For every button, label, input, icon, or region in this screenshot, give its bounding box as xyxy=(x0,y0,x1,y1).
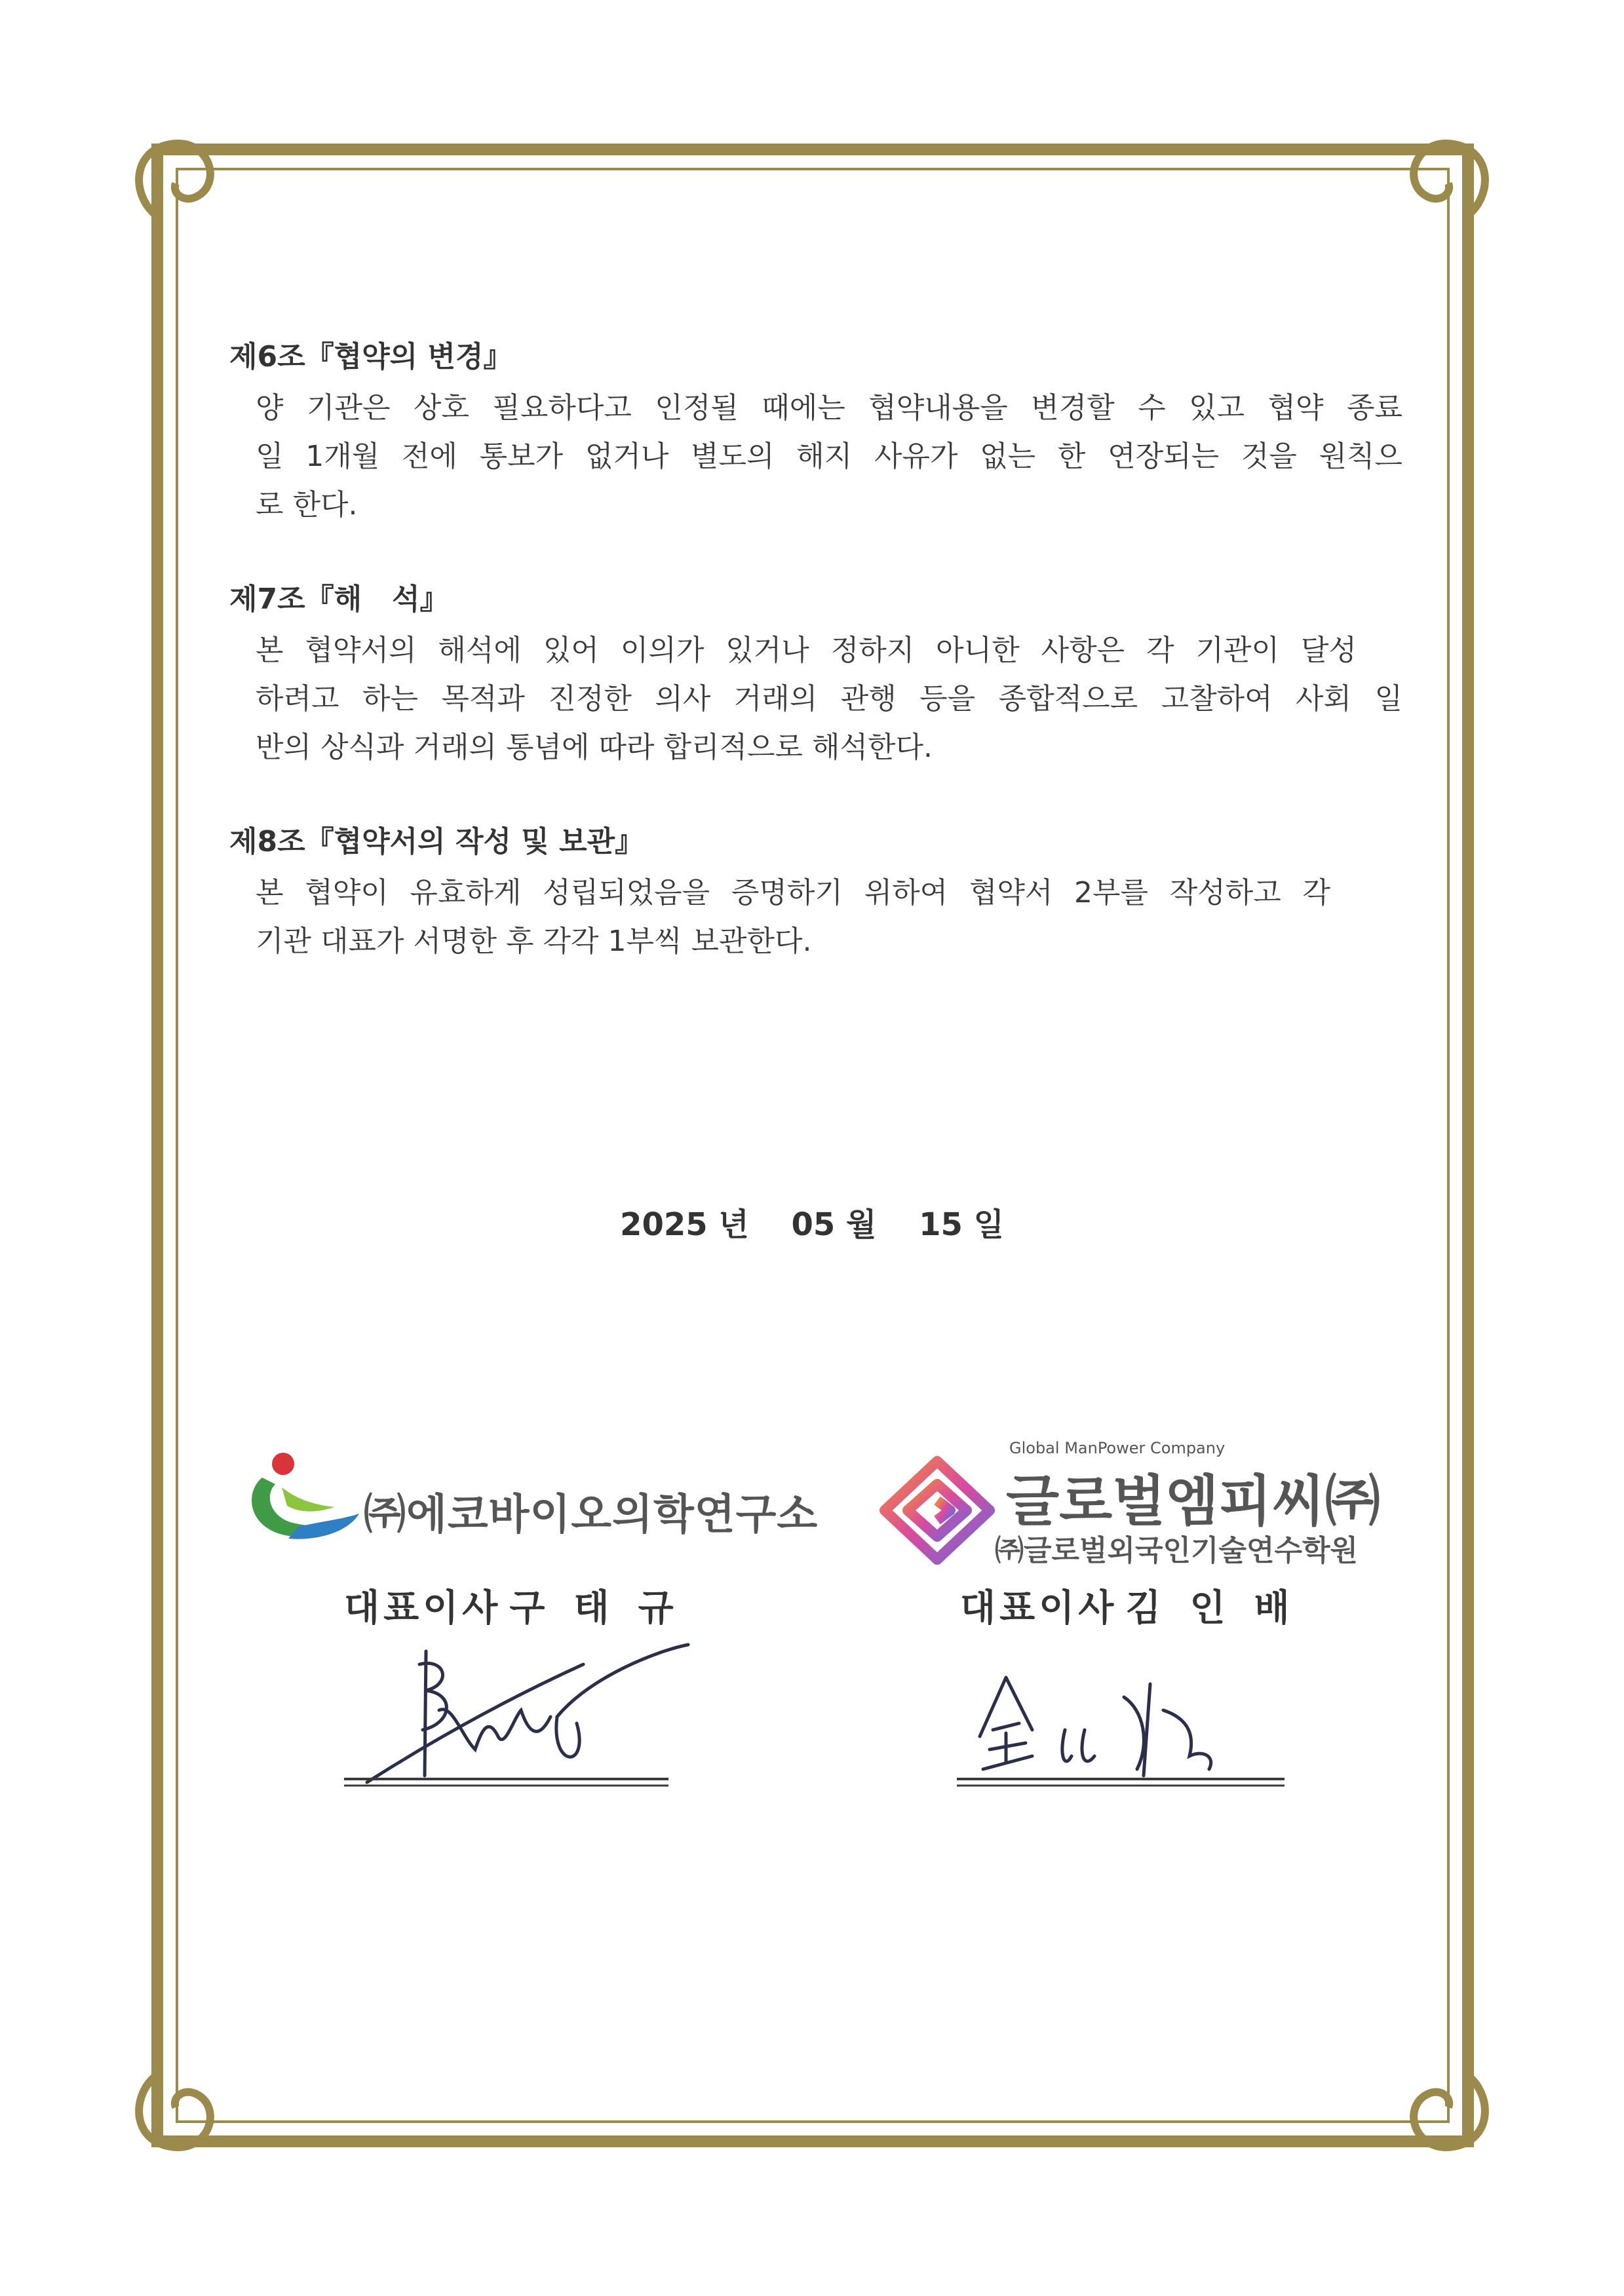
article-line: 본 협약이 유효하게 성립되었음을 증명하기 위하여 협약서 2부를 작성하고 각 xyxy=(256,876,1330,909)
date-month: 05 월 xyxy=(791,1206,877,1243)
rep-name: 구태규 xyxy=(509,1587,703,1630)
party1-representative xyxy=(344,1579,703,1632)
ecobio-logo xyxy=(236,1448,839,1553)
date-day: 15 일 xyxy=(919,1206,1004,1243)
article-line: 본 협약서의 해석에 있어 이의가 있거나 정하지 아니한 사항은 각 기관이 달성 xyxy=(256,634,1357,667)
party2-signature xyxy=(954,1658,1294,1808)
rep-title: 대표이사 xyxy=(960,1587,1118,1630)
article-line: 반의 상식과 거래의 통념에 따라 합리적으로 해석한다. xyxy=(256,731,933,764)
article-body xyxy=(256,869,1402,966)
article-line: 하려고 하는 목적과 진정한 의사 거래의 관행 등을 종합적으로 고찰하여 사회 일 xyxy=(256,682,1402,716)
ecobio-emblem-icon xyxy=(236,1448,360,1553)
article-line: 양 기관은 상호 필요하다고 인정될 때에는 협약내용을 변경할 수 있고 협약 종료 xyxy=(256,391,1402,425)
article-title: 제6조『협약의 변경』 xyxy=(229,340,512,373)
rep-name: 김인배 xyxy=(1125,1587,1319,1630)
date-year: 2025 년 xyxy=(620,1206,749,1243)
party2-representative xyxy=(960,1579,1319,1632)
article-line: 기관 대표가 서명한 후 각각 1부씩 보관한다. xyxy=(256,925,812,958)
article-title: 제7조『해 석』 xyxy=(229,583,449,616)
article-8 xyxy=(229,818,1402,966)
article-7 xyxy=(229,575,1402,772)
globalmpc-emblem-icon xyxy=(878,1455,996,1566)
article-line: 로 한다. xyxy=(256,488,358,522)
rep-title: 대표이사 xyxy=(344,1587,502,1630)
article-body xyxy=(256,626,1402,772)
agreement-date xyxy=(0,1199,1624,1244)
article-line: 일 1개월 전에 통보가 없거나 별도의 해지 사유가 없는 한 연장되는 것을 원칙으 xyxy=(256,440,1402,473)
globalmpc-tagline: Global ManPower Company xyxy=(1009,1439,1226,1457)
ecobio-company-name: ㈜에코바이오의학연구소 xyxy=(364,1491,819,1539)
article-body xyxy=(256,384,1402,529)
article-6 xyxy=(229,333,1402,529)
globalmpc-logo xyxy=(878,1428,1402,1579)
globalmpc-company-name: 글로벌엠피씨㈜ xyxy=(1006,1469,1380,1533)
article-title: 제8조『협약서의 작성 및 보관』 xyxy=(229,825,644,858)
party1-signature xyxy=(341,1638,695,1808)
globalmpc-subsidiary-name: ㈜글로벌외국인기술연수학원 xyxy=(995,1534,1359,1567)
